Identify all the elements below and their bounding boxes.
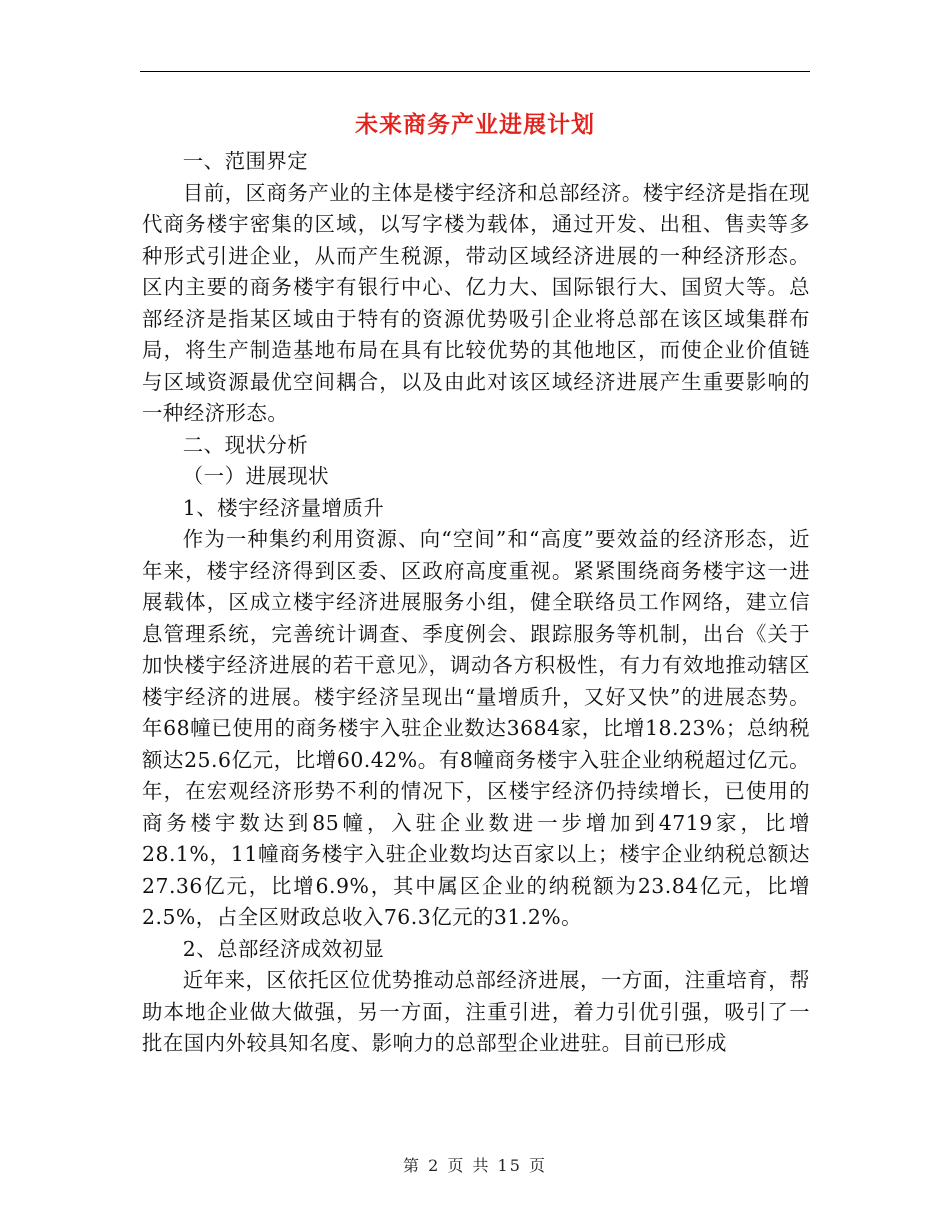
paragraph-headquarters-economy: 近年来，区依托区位优势推动总部经济进展，一方面，注重培育，帮助本地企业做大做强，另一方面，注重引进，着力引优引强，吸引了一批在国内外较具知名度、影响力的总部型企业进驻。目前已形成 [142,968,810,1055]
section-heading-scope: 一、范围界定 [182,149,309,173]
paragraph-building-economy: 作为一种集约利用资源、向“空间”和“高度”要效益的经济形态，近年来，楼宇经济得到区委、区政府高度重视。紧紧围绕商务楼宇这一进展载体，区成立楼宇经济进展服务小组，健全联络员工作网络，建立信息管理系统，完善统计调查、季度例会、跟踪服务等机制，出台《关于加快楼宇经济进展的若干意见》，调动各方积极性，有力有效地推动辖区楼宇经济的进展。楼宇经济呈现出“量增质升，又好又快”的进展态势。年68幢已使用的商务楼宇入驻企业数达3684家，比增18.23%；总纳税额达25.6亿元，比增60.42%。有8幢商务楼宇入驻企业纳税超过亿元。年，在宏观经济形势不利的情况下，区楼宇经济仍持续增长，已使用的商务楼宇数达到85幢，入驻企业数进一步增加到4719家，比增28.1%，11幢商务楼宇入驻企业数均达百家以上；楼宇企业纳税总额达27.36亿元，比增6.9%，其中属区企业的纳税额为23.84亿元，比增2.5%，占全区财政总收入76.3亿元的31.2%。 [142,527,810,929]
paragraph-scope-definition: 目前，区商务产业的主体是楼宇经济和总部经济。楼宇经济是指在现代商务楼宇密集的区域，以写字楼为载体，通过开发、出租、售卖等多种形式引进企业，从而产生税源，带动区域经济进展的一种经济形态。区内主要的商务楼宇有银行中心、亿力大、国际银行大、国贸大等。总部经济是指某区域由于特有的资源优势吸引企业将总部在该区域集群布局，将生产制造基地布局在具有比较优势的其他地区，而使企业价值链与区域资源最优空间耦合，以及由此对该区域经济进展产生重要影响的一种经济形态。 [142,180,810,425]
header-rule [140,71,810,72]
section-heading-status-analysis: 二、现状分析 [182,432,309,457]
page-number: 第 2 页 共 15 页 [403,1156,547,1175]
document-body [142,146,810,1060]
item-heading-building-economy: 1、楼宇经济量增质升 [182,495,385,520]
subsection-heading-development-status: （一）进展现状 [182,464,330,488]
document-title: 未来商务产业进展计划 [355,111,595,138]
item-heading-headquarters-economy: 2、总部经济成效初显 [182,936,385,961]
